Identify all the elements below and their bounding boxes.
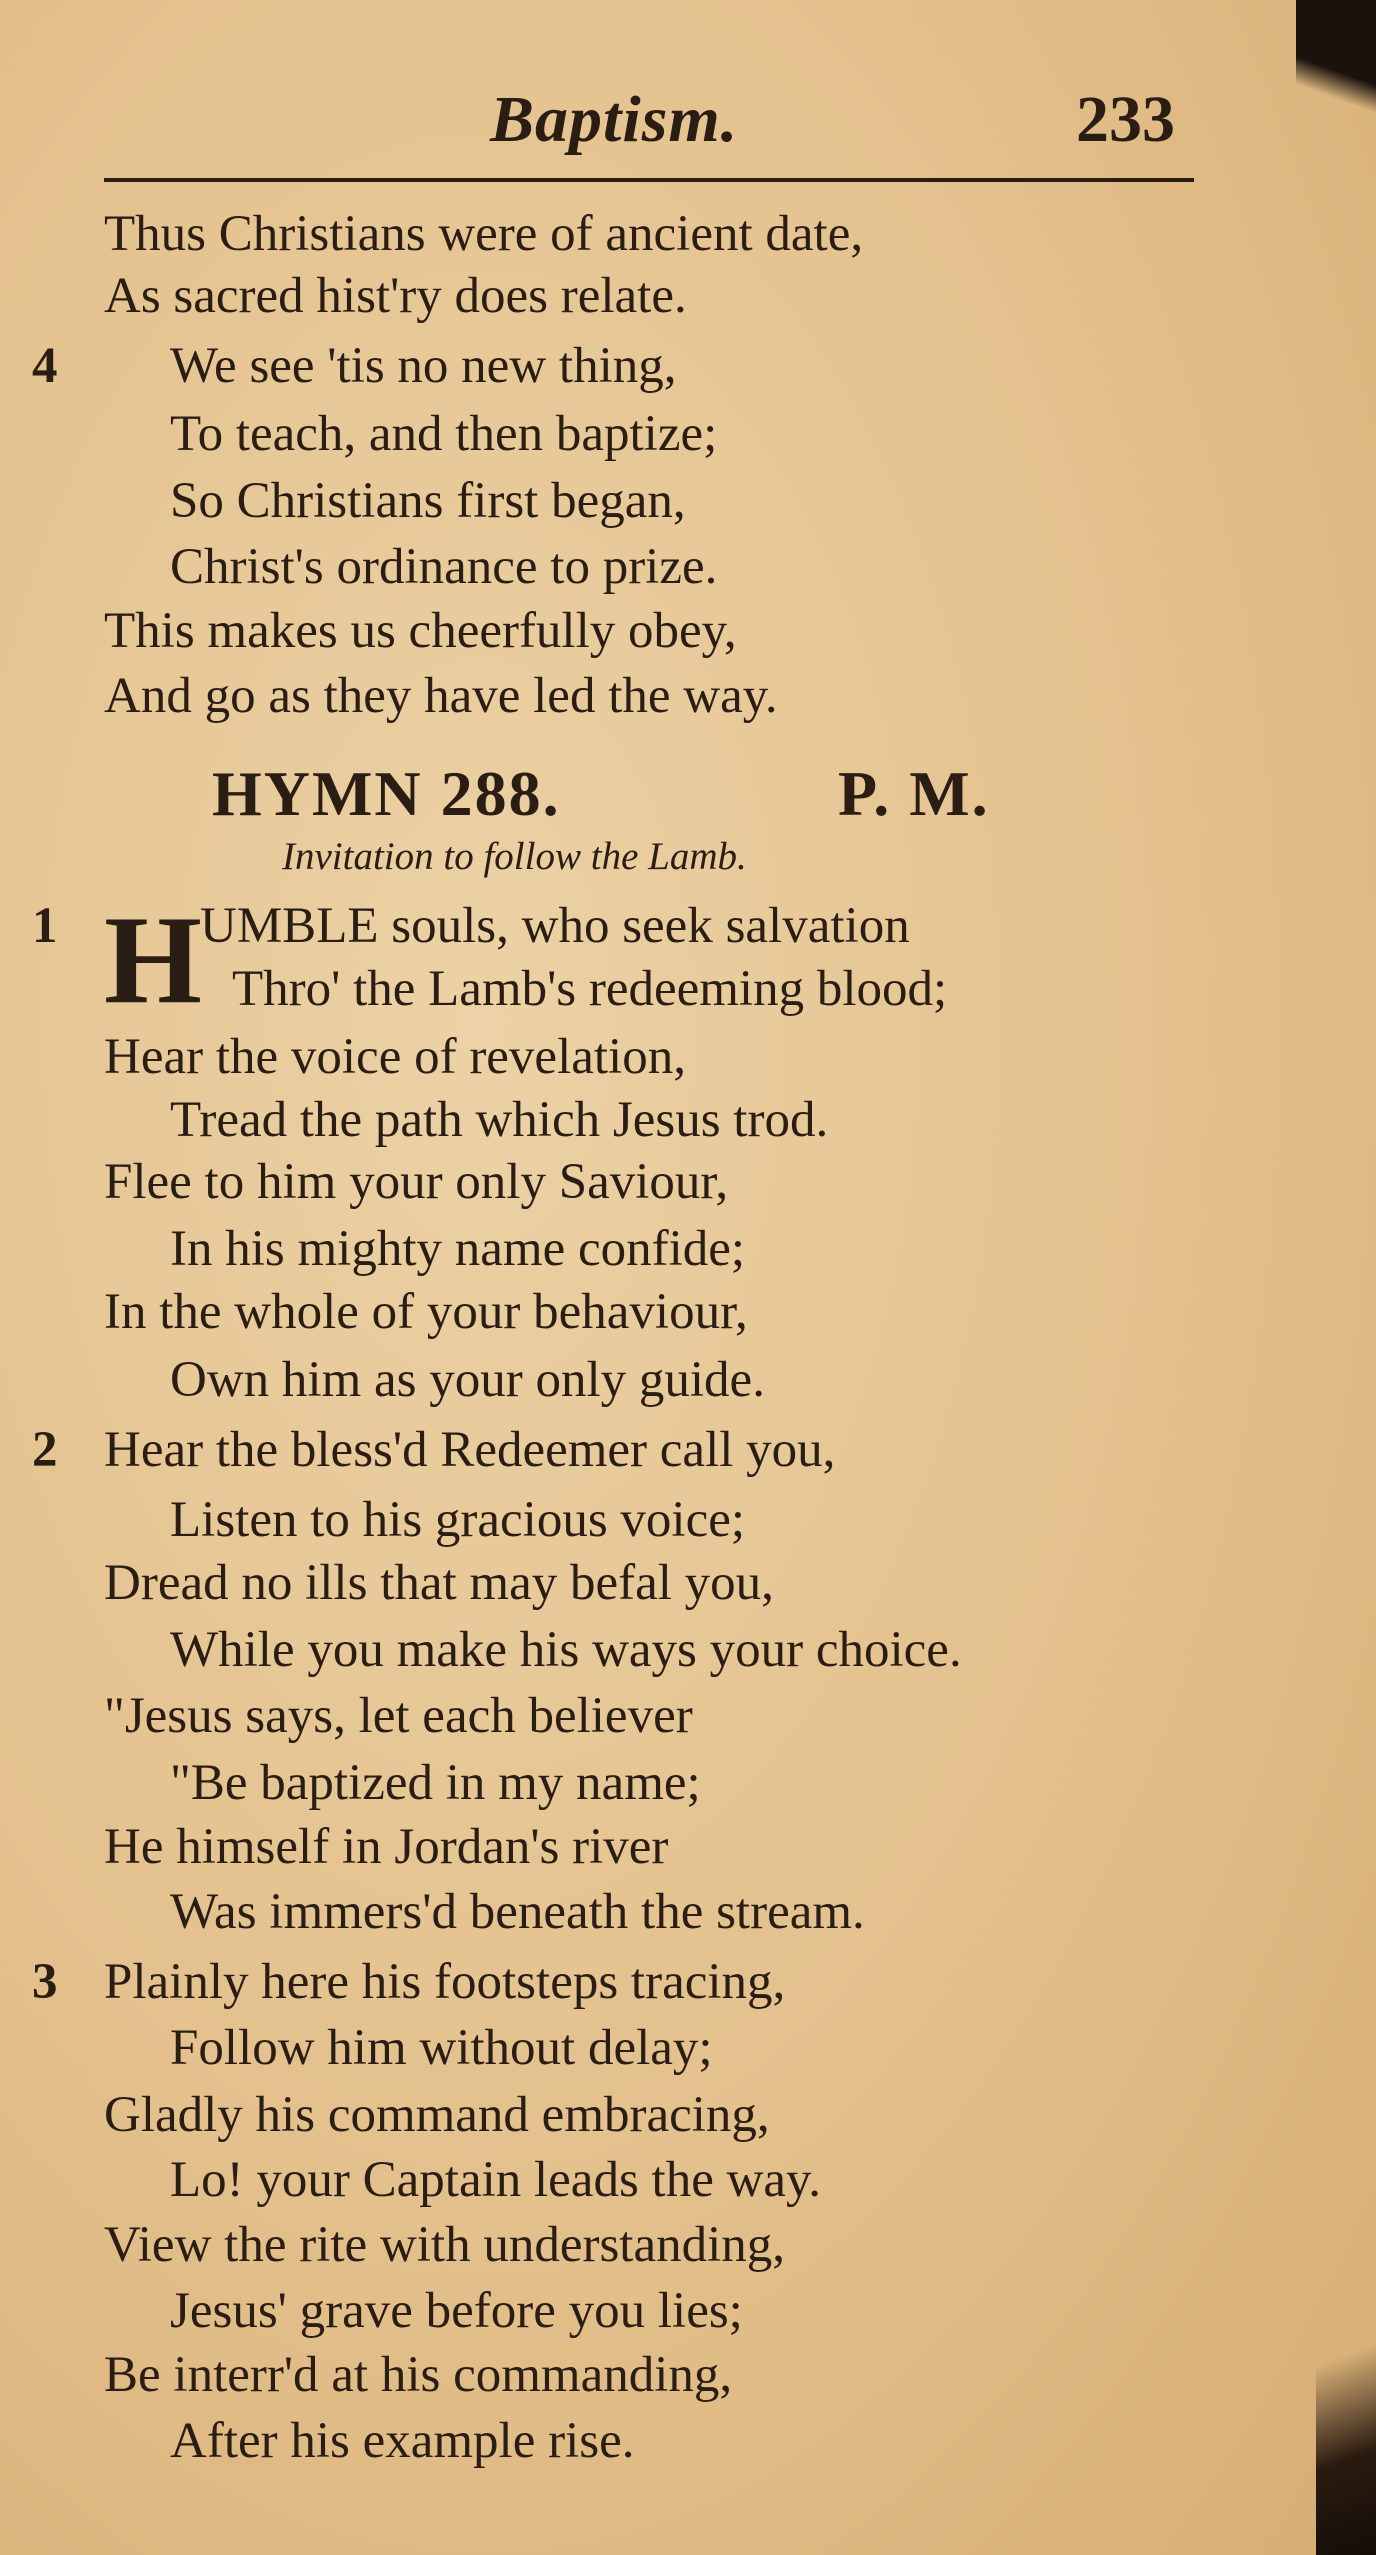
verse-line: Jesus' grave before you lies;: [170, 2283, 743, 2339]
drop-cap: H: [104, 891, 203, 1030]
header-rule: [104, 178, 1194, 182]
verse-line: And go as they have led the way.: [104, 668, 778, 724]
verse-line: Hear the bless'd Redeemer call you,: [104, 1422, 836, 1478]
verse-line: After his example rise.: [170, 2413, 635, 2469]
verse-line: Be interr'd at his commanding,: [104, 2347, 733, 2403]
verse-line: He himself in Jordan's river: [104, 1819, 669, 1875]
verse-line: Tread the path which Jesus trod.: [170, 1092, 829, 1148]
hymn-title: HYMN 288.: [212, 758, 561, 829]
page-edge-shadow-top: [1296, 0, 1376, 160]
verse-line: As sacred hist'ry does relate.: [104, 268, 687, 324]
verse-line: Follow him without delay;: [170, 2020, 713, 2076]
stanza-number: 1: [32, 898, 58, 954]
hymn-meter: P. M.: [838, 758, 990, 829]
verse-line: Hear the voice of revelation,: [104, 1029, 686, 1085]
verse-line: Was immers'd beneath the stream.: [170, 1884, 865, 1940]
verse-line: Lo! your Captain leads the way.: [170, 2152, 821, 2208]
verse-line: Listen to his gracious voice;: [170, 1492, 746, 1548]
hymn-subtitle: Invitation to follow the Lamb.: [282, 835, 747, 878]
verse-line: "Be baptized in my name;: [170, 1755, 701, 1811]
verse-line: In the whole of your behaviour,: [104, 1284, 748, 1340]
stanza-number: 2: [32, 1422, 58, 1478]
verse-line: UMBLE souls, who seek salvation: [200, 898, 910, 954]
verse-line: In his mighty name confide;: [170, 1221, 746, 1277]
verse-line: While you make his ways your choice.: [170, 1622, 962, 1678]
verse-line: Own him as your only guide.: [170, 1352, 765, 1408]
verse-line: So Christians first began,: [170, 473, 686, 529]
verse-line: Thro' the Lamb's redeeming blood;: [232, 961, 948, 1017]
verse-line: "Jesus says, let each believer: [104, 1688, 693, 1744]
verse-line: Gladly his command embracing,: [104, 2087, 770, 2143]
verse-line: Christ's ordinance to prize.: [170, 539, 718, 595]
verse-line: Thus Christians were of ancient date,: [104, 206, 864, 262]
verse-line: Flee to him your only Saviour,: [104, 1154, 729, 1210]
verse-line: We see 'tis no new thing,: [170, 338, 677, 394]
running-title: Baptism.: [490, 83, 739, 156]
page-edge-shadow-bottom: [1316, 2225, 1376, 2555]
verse-line: View the rite with understanding,: [104, 2217, 786, 2273]
verse-line: To teach, and then baptize;: [170, 406, 718, 462]
verse-line: Plainly here his footsteps tracing,: [104, 1954, 786, 2010]
verse-line: This makes us cheerfully obey,: [104, 603, 737, 659]
verse-line: Dread no ills that may befal you,: [104, 1555, 774, 1611]
stanza-number: 4: [32, 338, 58, 394]
stanza-number: 3: [32, 1954, 58, 2010]
page-number: 233: [1076, 83, 1175, 156]
